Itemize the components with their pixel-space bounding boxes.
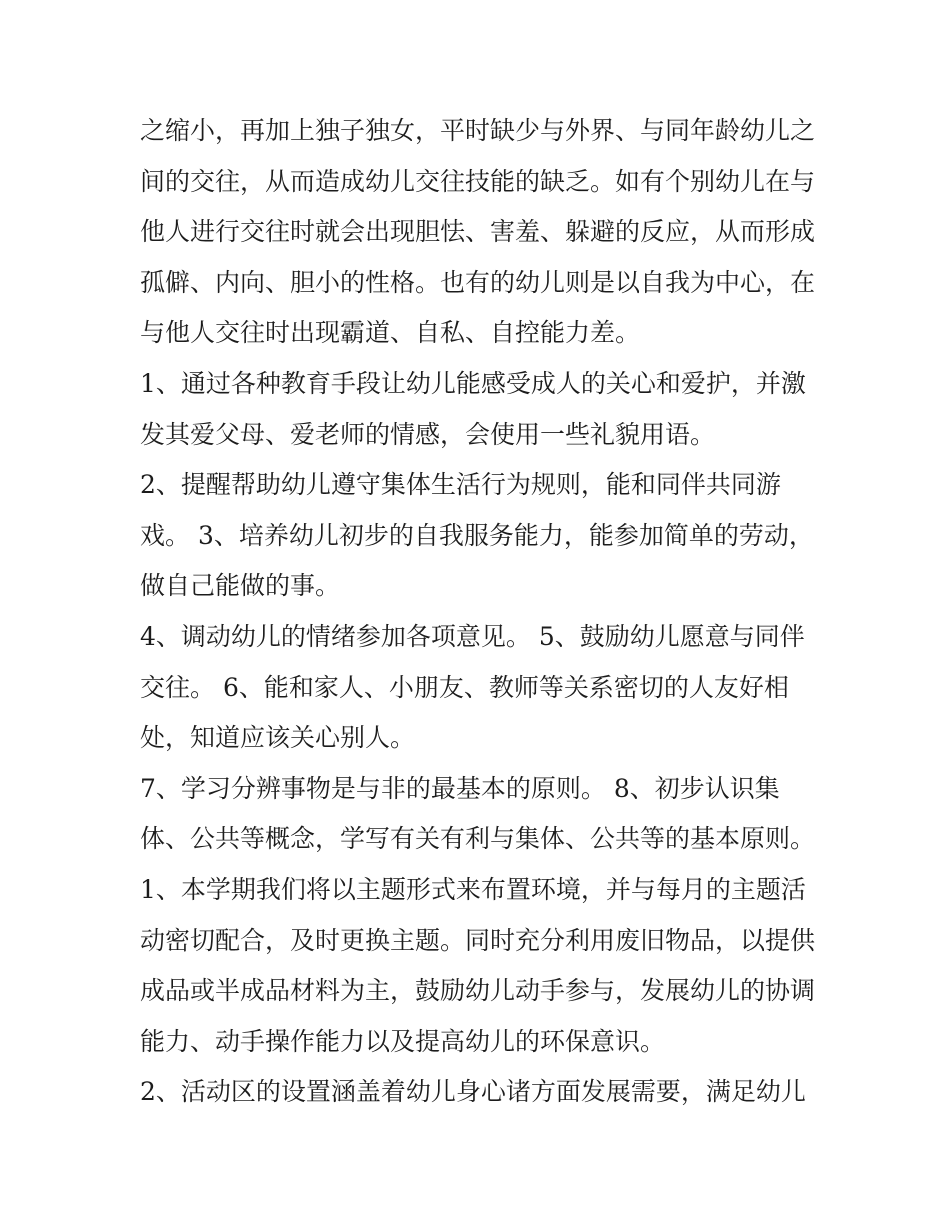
- text-line: 交往。 6、能和家人、小朋友、教师等关系密切的人友好相: [140, 672, 789, 702]
- text-line: 1、本学期我们将以主题形式来布置环境，并与每月的主题活: [140, 874, 806, 904]
- text-line: 发其爱父母、爱老师的情感，会使用一些礼貌用语。: [140, 419, 716, 449]
- text-line: 与他人交往时出现霸道、自私、自控能力差。: [140, 318, 641, 348]
- text-line: 戏。 3、培养幼儿初步的自我服务能力，能参加简单的劳动，: [140, 520, 814, 550]
- text-line: 2、提醒帮助幼儿遵守集体生活行为规则，能和同伴共同游: [140, 470, 781, 500]
- text-line: 体、公共等概念，学写有关有利与集体、公共等的基本原则。: [140, 824, 816, 854]
- text-line: 孤僻、内向、胆小的性格。也有的幼儿则是以自我为中心，在: [140, 267, 816, 297]
- text-line: 动密切配合，及时更换主题。同时充分利用废旧物品，以提供: [140, 925, 816, 955]
- text-line: 他人进行交往时就会出现胆怯、害羞、躲避的反应，从而形成: [140, 217, 816, 247]
- text-line: 能力、动手操作能力以及提高幼儿的环保意识。: [140, 1026, 666, 1056]
- text-line: 1、通过各种教育手段让幼儿能感受成人的关心和爱护，并激: [140, 368, 806, 398]
- text-line: 间的交往，从而造成幼儿交往技能的缺乏。如有个别幼儿在与: [140, 166, 816, 196]
- text-line: 处，知道应该关心别人。: [140, 723, 416, 753]
- text-line: 之缩小，再加上独子独女，平时缺少与外界、与同年龄幼儿之: [140, 116, 816, 145]
- document-body: [140, 106, 820, 1118]
- text-line: 成品或半成品材料为主，鼓励幼儿动手参与，发展幼儿的协调: [140, 976, 816, 1006]
- text-line: 4、调动幼儿的情绪参加各项意见。 5、鼓励幼儿愿意与同伴: [140, 621, 805, 651]
- text-line: 做自己能做的事。: [140, 571, 341, 601]
- text-line: 2、活动区的设置涵盖着幼儿身心诸方面发展需要，满足幼儿: [140, 1077, 806, 1107]
- text-line: 7、学习分辨事物是与非的最基本的原则。 8、初步认识集: [140, 773, 780, 803]
